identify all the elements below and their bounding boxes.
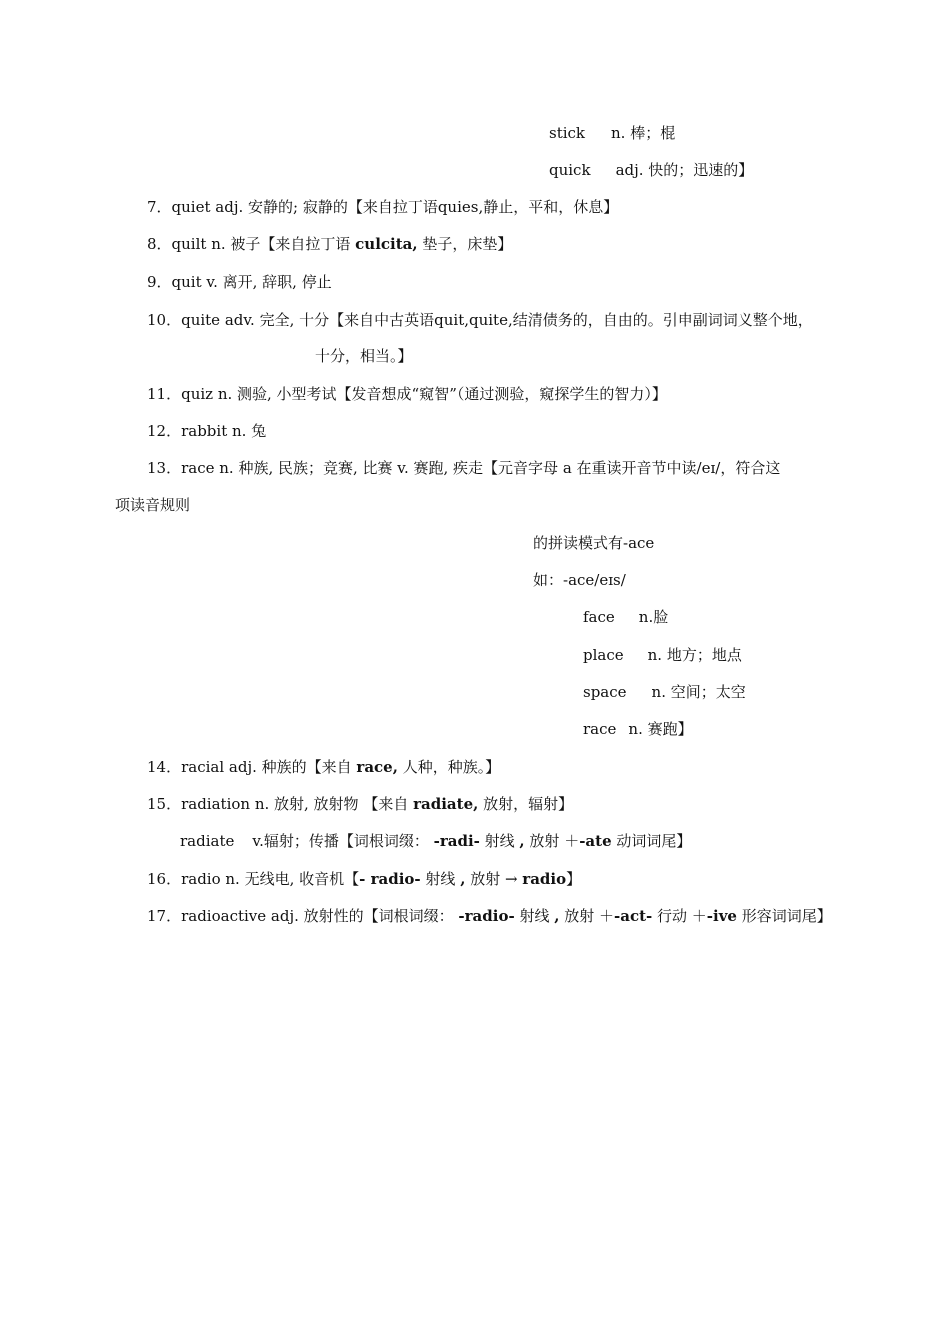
example-definition: n. 赛跑】 — [628, 720, 693, 738]
example-definition: n. 地方；地点 — [647, 646, 742, 664]
example-stick — [549, 123, 675, 143]
entry-13-pattern: 的拼读模式有-ace — [533, 534, 655, 552]
example-word: face — [583, 608, 615, 626]
entry-13: 13．race n. 种族, 民族；竞赛, 比赛 v. 赛跑, 疾走【元音字母 a 在重读开音节中读/eɪ/，符合这 — [147, 459, 781, 477]
entry-13-continued: 项读音规则 — [115, 496, 191, 514]
example-definition: n.脸 — [638, 608, 669, 626]
example-quick — [549, 160, 753, 180]
example-race — [583, 719, 693, 739]
example-word: place — [583, 646, 624, 664]
entry-10: 10．quite adv. 完全, 十分【来自中古英语quit,quite,结清债务的，自由的。引申副词词义整个地， — [147, 311, 813, 329]
entry-16: 16．radio n. 无线电, 收音机【- radio- 射线 , 放射 → radio】 — [147, 870, 582, 888]
example-place — [583, 645, 742, 665]
example-word: stick — [549, 124, 586, 142]
entry-12: 12．rabbit n. 兔 — [147, 422, 267, 440]
example-definition: n. 棒；棍 — [611, 124, 676, 142]
entry-7: 7．quiet adj. 安静的; 寂静的【来自拉丁语quies,静止，平和，休息】 — [147, 198, 619, 216]
example-definition: n. 空间；太空 — [651, 683, 746, 701]
example-word: space — [583, 683, 627, 701]
entry-15: 15．radiation n. 放射, 放射物 【来自 radiate, 放射，辐射】 — [147, 795, 574, 813]
entry-13-example-intro: 如：-ace/eɪs/ — [533, 571, 626, 589]
entry-11: 11．quiz n. 测验, 小型考试【发音想成“窥智”（通过测验，窥探学生的智力）】 — [147, 385, 667, 403]
entry-9: 9．quit v. 离开, 辞职, 停止 — [147, 273, 332, 291]
entry-10-continued: 十分，相当。】 — [315, 347, 413, 365]
example-face — [583, 607, 668, 627]
entry-17: 17．radioactive adj. 放射性的【词根词缀： -radio- 射线 , 放射 ＋-act- 行动 ＋-ive 形容词词尾】 — [147, 907, 832, 925]
example-word: race — [583, 720, 617, 738]
entry-14: 14．racial adj. 种族的【来自 race, 人种，种族。】 — [147, 758, 501, 776]
example-space — [583, 682, 746, 702]
entry-15-related: radiate v.辐射；传播【词根词缀： -radi- 射线 , 放射 ＋-ate 动词词尾】 — [180, 832, 692, 850]
example-definition: adj. 快的；迅速的】 — [615, 161, 754, 179]
entry-8: 8．quilt n. 被子【来自拉丁语 culcita, 垫子，床垫】 — [147, 235, 513, 253]
example-word: quick — [549, 161, 591, 179]
